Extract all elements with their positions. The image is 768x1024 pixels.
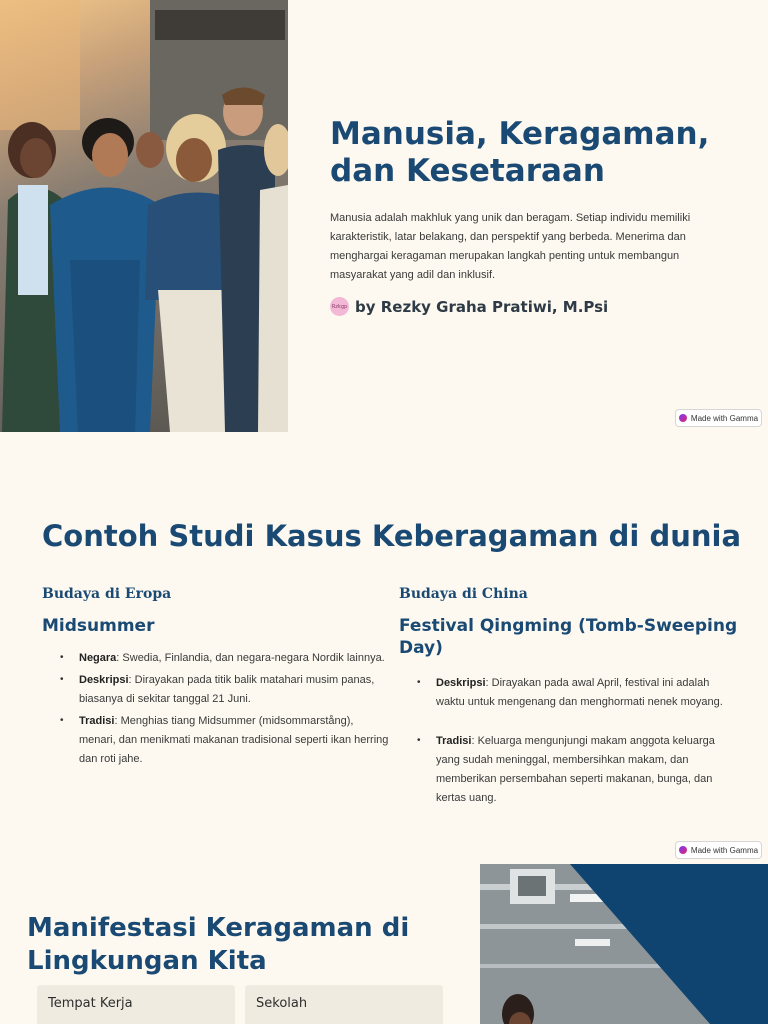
bullet-list bbox=[42, 649, 392, 769]
column-subtitle: Budaya di China bbox=[399, 586, 528, 602]
author-avatar: Rzkgp bbox=[330, 297, 349, 316]
bullet-label: Negara bbox=[79, 652, 117, 664]
bullet-text: : Dirayakan pada titik balik matahari musim panas, biasanya di sekitar tanggal 21 Juni. bbox=[79, 674, 375, 705]
office-photo-image bbox=[480, 864, 768, 1024]
bullet-text: : Menghias tiang Midsummer (midsommarstång), menari, dan menikmati makanan tradisional seperti ikan herring dan roti jahe. bbox=[79, 715, 389, 765]
badge-label: Made with Gamma bbox=[690, 413, 759, 423]
slide-manifestation bbox=[0, 864, 768, 1024]
author-name: by Rezky Graha Pratiwi, M.Psi bbox=[355, 297, 609, 316]
bullet-text: : Keluarga mengunjungi makam anggota keluarga yang sudah meninggal, membersihkan makam, dan memberikan persembahan seperti makanan, bunga, dan kertas uang. bbox=[436, 735, 715, 804]
group-photo-image bbox=[0, 0, 288, 432]
gamma-logo-icon bbox=[679, 846, 687, 854]
column-europe bbox=[42, 586, 392, 772]
column-heading: Midsummer bbox=[42, 616, 155, 636]
made-with-gamma-badge[interactable] bbox=[675, 841, 762, 859]
bullet-text: : Swedia, Finlandia, dan negara-negara Nordik lainnya. bbox=[116, 652, 385, 664]
list-item bbox=[436, 674, 739, 712]
case-study-title: Contoh Studi Kasus Keberagaman di dunia bbox=[42, 519, 742, 553]
made-with-gamma-badge[interactable] bbox=[675, 409, 762, 427]
manifestation-title: Manifestasi Keragaman di Lingkungan Kita bbox=[27, 913, 410, 976]
gamma-logo-icon bbox=[679, 414, 687, 422]
bullet-list bbox=[399, 674, 739, 808]
author-line bbox=[330, 297, 608, 316]
bullet-label: Deskripsi bbox=[436, 677, 486, 689]
card-workplace[interactable]: Tempat Kerja bbox=[37, 985, 235, 1024]
bullet-text: : Dirayakan pada awal April, festival ini adalah waktu untuk mengenang dan menghormati nenek moyang. bbox=[436, 677, 723, 708]
list-item bbox=[79, 671, 392, 709]
slide-case-study bbox=[0, 479, 768, 864]
slide-title-heading: Manusia, Keragaman, dan Kesetaraan bbox=[330, 116, 710, 189]
bullet-label: Deskripsi bbox=[79, 674, 129, 686]
badge-label: Made with Gamma bbox=[690, 845, 759, 855]
column-subtitle: Budaya di Eropa bbox=[42, 586, 172, 602]
bullet-label: Tradisi bbox=[436, 735, 472, 747]
column-china bbox=[399, 586, 739, 811]
slide-description: Manusia adalah makhluk yang unik dan beragam. Setiap individu memiliki karakteristik, latar belakang, dan perspektif yang berbeda. Menerima dan menghargai keragaman merupakan langkah penting untuk membangun masyarakat yang adil dan inklusif. bbox=[330, 212, 691, 281]
list-item bbox=[436, 732, 739, 808]
list-item bbox=[79, 649, 392, 668]
column-heading: Festival Qingming (Tomb-Sweeping Day) bbox=[399, 616, 738, 658]
office-photo-illustration bbox=[480, 864, 768, 1024]
bullet-label: Tradisi bbox=[79, 715, 115, 727]
list-item bbox=[79, 712, 392, 769]
slide-title bbox=[0, 0, 768, 432]
group-photo-illustration bbox=[0, 0, 288, 432]
card-school[interactable]: Sekolah bbox=[245, 985, 443, 1024]
